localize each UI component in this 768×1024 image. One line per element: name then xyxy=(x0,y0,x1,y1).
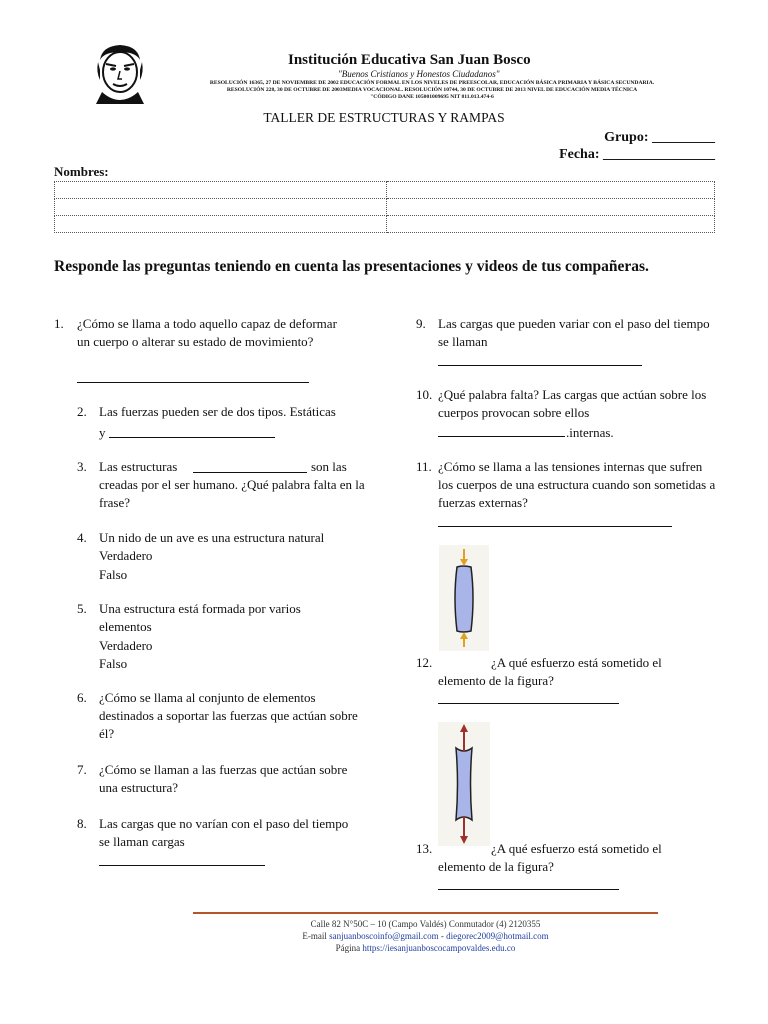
q7-text: ¿Cómo se llaman a las fuerzas que actúan sobre una estructura? xyxy=(99,762,348,795)
footer-email-1[interactable]: sanjuanboscoinfo@gmail.com xyxy=(329,931,439,941)
school-name: Institución Educativa San Juan Bosco xyxy=(288,52,531,68)
table-row xyxy=(55,182,715,199)
page-footer xyxy=(193,912,658,979)
q11-answer-line[interactable] xyxy=(438,514,672,527)
compression-figure xyxy=(439,545,489,651)
school-logo xyxy=(92,42,148,104)
q2-answer-line[interactable] xyxy=(109,425,275,438)
name-cell[interactable] xyxy=(55,182,387,199)
q4-number: 4. xyxy=(77,530,87,545)
q13-text-a: ¿A qué esfuerzo está sometido el xyxy=(491,841,662,856)
q8-answer-line[interactable] xyxy=(99,853,265,866)
q4-text: Un nido de un ave es una estructura natural xyxy=(99,530,325,545)
name-cell[interactable] xyxy=(387,199,715,216)
q2-text: Las fuerzas pueden ser de dos tipos. Estáticas xyxy=(99,404,336,419)
table-row xyxy=(55,199,715,216)
fecha-field[interactable]: Fecha: ________________ xyxy=(559,147,715,162)
q11-text: ¿Cómo se llama a las tensiones internas que sufren los cuerpos de una estructura cuando son sometidas a fuerzas externas? xyxy=(438,459,716,510)
q12-text-b: elemento de la figura? xyxy=(438,673,554,688)
q5-option-true[interactable]: Verdadero xyxy=(99,638,153,653)
q2-number: 2. xyxy=(77,404,87,419)
q4-option-false[interactable]: Falso xyxy=(99,567,128,582)
q12-number: 12. xyxy=(416,655,433,670)
q10-number: 10. xyxy=(416,387,433,402)
q11-number: 11. xyxy=(416,459,432,474)
footer-email-separator: - xyxy=(440,931,444,941)
footer-web-line xyxy=(193,942,658,954)
resolution-line-1: RESOLUCIÓN 16365, 27 DE NOVIEMBRE DE 2002 EDUCACIÓN FORMAL EN LOS NIVELES DE PREESCOLAR, EDUCACIÓN BÁSICA PRIMARIA Y BÁSICA SECUNDARIA. xyxy=(209,80,655,86)
worksheet-title: TALLER DE ESTRUCTURAS Y RAMPAS xyxy=(263,110,505,125)
q2-text-b: y xyxy=(99,425,106,440)
footer-email-line xyxy=(193,930,658,942)
q5-text: Una estructura está formada por varios elementos xyxy=(99,601,301,634)
q10-text-b: .internas. xyxy=(566,425,614,440)
q6-text: ¿Cómo se llama al conjunto de elementos destinados a soportar las fuerzas que actúan sobre él? xyxy=(99,690,358,741)
q12-text-a: ¿A qué esfuerzo está sometido el xyxy=(491,655,662,670)
tension-figure xyxy=(438,722,490,846)
q3-text-a: Las estructuras xyxy=(99,459,178,474)
q13-number: 13. xyxy=(416,841,433,856)
grupo-field[interactable]: Grupo: _________ xyxy=(604,130,715,145)
footer-address: Calle 82 N°50C – 10 (Campo Valdés) Conmutador (4) 2120355 xyxy=(310,919,541,929)
q9-answer-line[interactable] xyxy=(438,353,642,366)
q13-text-b: elemento de la figura? xyxy=(438,859,554,874)
q1-text: ¿Cómo se llama a todo aquello capaz de deformar un cuerpo o alterar su estado de movimiento? xyxy=(77,316,337,349)
name-cell[interactable] xyxy=(387,182,715,199)
q10-answer-line[interactable] xyxy=(438,424,565,437)
footer-email-label: E-mail xyxy=(302,931,327,941)
q9-number: 9. xyxy=(416,316,426,331)
nombres-label: Nombres: xyxy=(54,164,109,179)
instructions: Responde las preguntas teniendo en cuenta las presentaciones y videos de tus compañeras. xyxy=(54,258,649,275)
footer-web-link[interactable]: https://iesanjuanboscocampovaldes.edu.co xyxy=(362,943,516,953)
q8-number: 8. xyxy=(77,816,87,831)
table-row xyxy=(55,216,715,233)
name-cell[interactable] xyxy=(55,216,387,233)
q5-number: 5. xyxy=(77,601,87,616)
q10-text: ¿Qué palabra falta? Las cargas que actúan sobre los cuerpos provocan sobre ellos xyxy=(438,387,707,420)
q3-number: 3. xyxy=(77,459,87,474)
q8-text: Las cargas que no varían con el paso del tiempo se llaman cargas xyxy=(99,816,349,849)
q4-option-true[interactable]: Verdadero xyxy=(99,548,153,563)
school-motto: "Buenos Cristianos y Honestos Ciudadanos" xyxy=(338,69,500,79)
q6-number: 6. xyxy=(77,690,87,705)
name-cell[interactable] xyxy=(387,216,715,233)
resolution-line-3: "CÓDIGO DANE 105001009695 NIT 811.013.474-6 xyxy=(370,94,494,100)
q5-option-false[interactable]: Falso xyxy=(99,656,128,671)
names-table xyxy=(54,181,715,233)
q7-number: 7. xyxy=(77,762,87,777)
q13-answer-line[interactable] xyxy=(438,877,619,890)
q1-answer-line[interactable] xyxy=(77,370,309,383)
resolution-line-2: RESOLUCIÓN 228, 30 DE OCTUBRE DE 2003MEDIA VOCACIONAL. RESOLUCIÓN 10744, 30 DE OCTUBRE DE 2013 NIVEL DE EDUCACIÓN MEDIA TÉCNICA xyxy=(226,87,638,93)
q9-text: Las cargas que pueden variar con el paso del tiempo se llaman xyxy=(438,316,710,349)
name-cell[interactable] xyxy=(55,199,387,216)
q3-text-b: son las creadas por el ser humano. ¿Qué palabra falta en la frase? xyxy=(99,459,365,510)
q12-answer-line[interactable] xyxy=(438,691,619,704)
footer-email-2[interactable]: diegorec2009@hotmail.com xyxy=(446,931,549,941)
footer-web-label: Página xyxy=(335,943,361,953)
q1-number: 1. xyxy=(54,316,64,331)
